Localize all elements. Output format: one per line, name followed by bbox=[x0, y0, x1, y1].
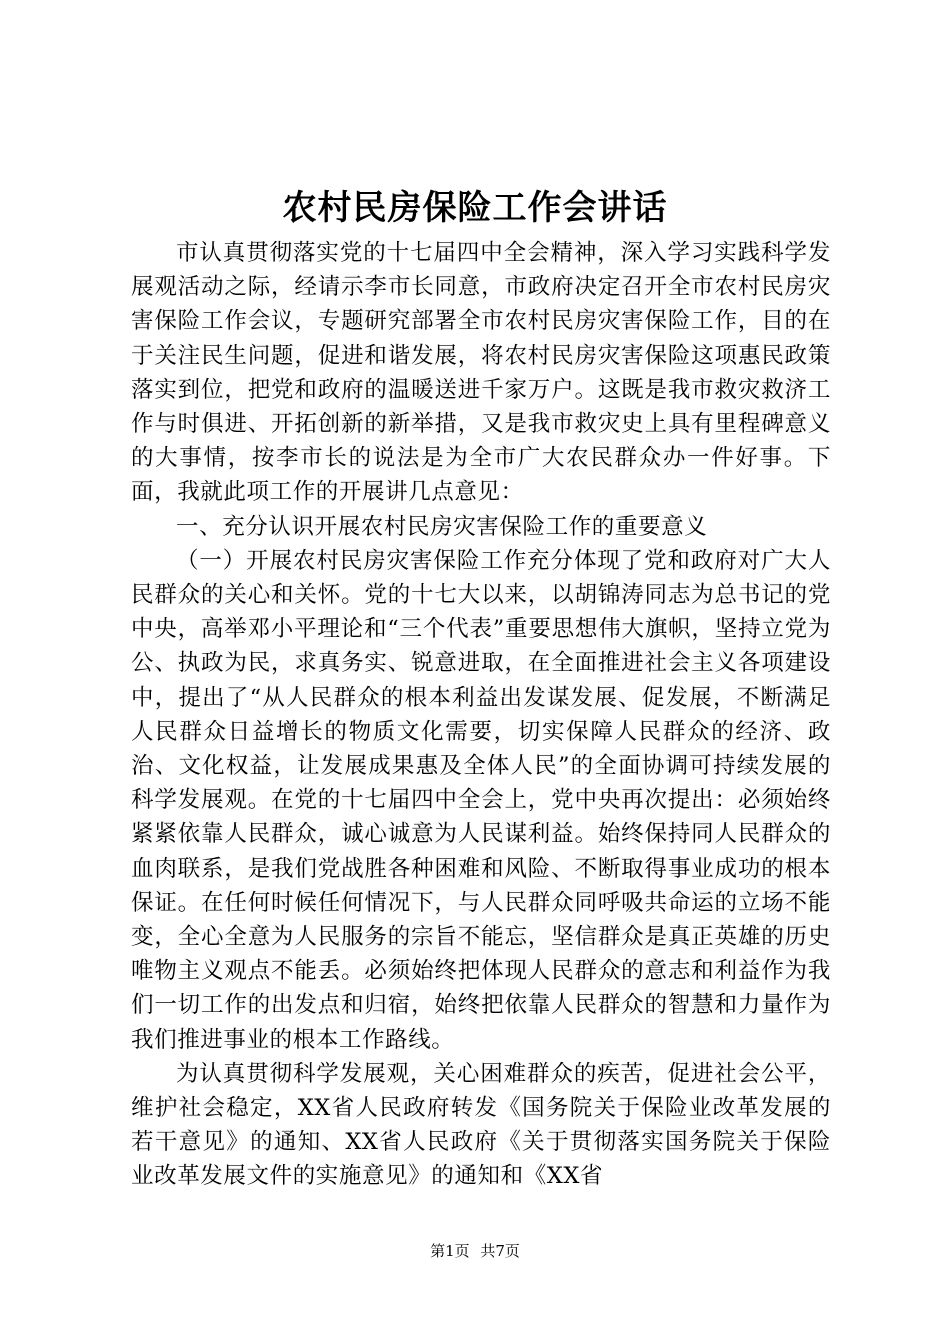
page-total: 共7页 bbox=[480, 1242, 520, 1260]
document-body bbox=[131, 236, 831, 1194]
page-footer bbox=[0, 1240, 950, 1262]
document-title: 农村民房保险工作会讲话 bbox=[282, 188, 668, 228]
body-paragraph-intro: 市认真贯彻落实党的十七届四中全会精神，深入学习实践科学发展观活动之际，经请示李市长同意，市政府决定召开全市农村民房灾害保险工作会议，专题研究部署全市农村民房灾害保险工作，目的在于关注民生问题，促进和谐发展，将农村民房灾害保险这项惠民政策落实到位，把党和政府的温暖送进千家万户。这既是我市救灾救济工作与时俱进、开拓创新的新举措，又是我市救灾史上具有里程碑意义的大事情，按李市长的说法是为全市广大农民群众办一件好事。下面，我就此项工作的开展讲几点意见： bbox=[131, 240, 831, 506]
body-paragraph-section-1-1: （一）开展农村民房灾害保险工作充分体现了党和政府对广大人民群众的关心和关怀。党的十七大以来，以胡锦涛同志为总书记的党中央，高举邓小平理论和“三个代表”重要思想伟大旗帜，坚持立党为公、执政为民，求真务实、锐意进取，在全面推进社会主义各项建设中，提出了“从人民群众的根本利益出发谋发展、促发展，不断满足人民群众日益增长的物质文化需要，切实保障人民群众的经济、政治、文化权益，让发展成果惠及全体人民”的全面协调可持续发展的科学发展观。在党的十七届四中全会上，党中央再次提出：必须始终紧紧依靠人民群众，诚心诚意为人民谋利益。始终保持同人民群众的血肉联系，是我们党战胜各种困难和风险、不断取得事业成功的根本保证。在任何时候任何情况下，与人民群众同呼吸共命运的立场不能变，全心全意为人民服务的宗旨不能忘，坚信群众是真正英雄的历史唯物主义观点不能丢。必须始终把体现人民群众的意志和利益作为我们一切工作的出发点和归宿，始终把依靠人民群众的智慧和力量作为我们推进事业的根本工作路线。 bbox=[131, 547, 831, 1053]
section-heading-1: 一、充分认识开展农村民房灾害保险工作的重要意义 bbox=[176, 513, 708, 540]
body-paragraph-continuation: 为认真贯彻科学发展观，关心困难群众的疾苦，促进社会公平，维护社会稳定，XX省人民政府转发《国务院关于保险业改革发展的若干意见》的通知、XX省人民政府《关于贯彻落实国务院关于保险业改革发展文件的实施意见》的通知和《XX省 bbox=[131, 1060, 831, 1190]
page-number: 第1页 bbox=[430, 1242, 470, 1260]
